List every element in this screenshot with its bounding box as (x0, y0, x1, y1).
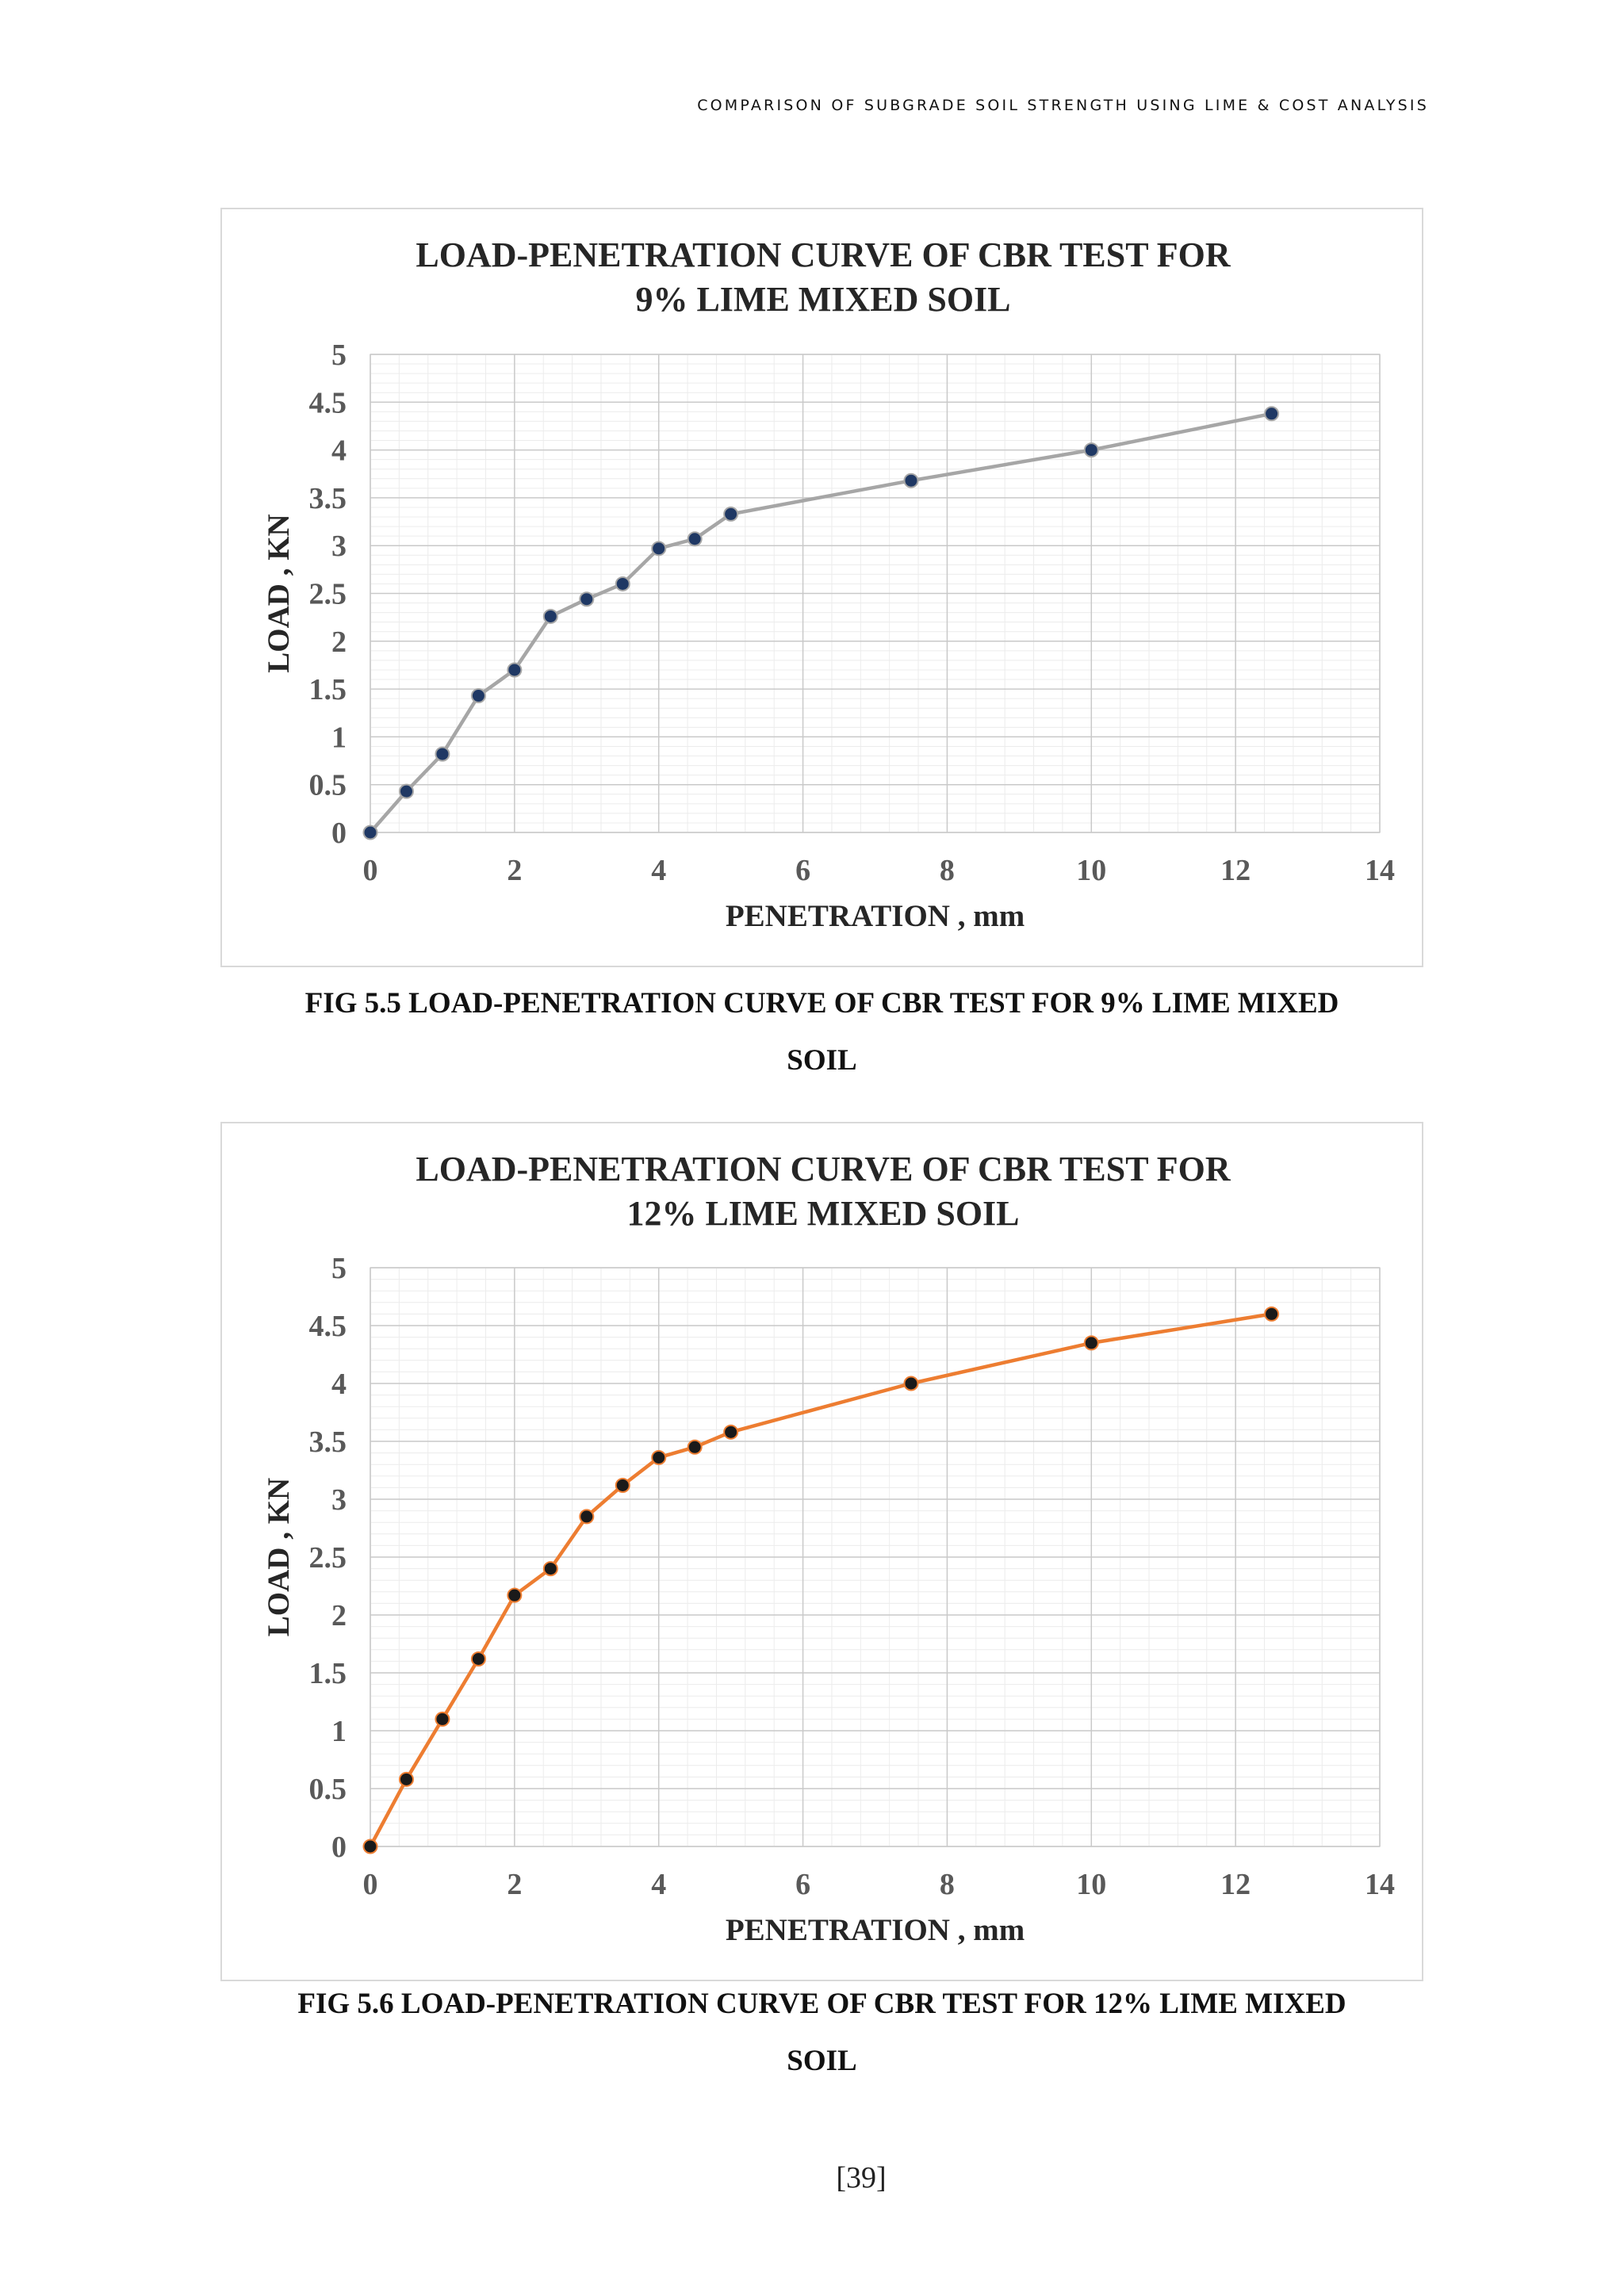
chart2-data-point (688, 1441, 702, 1454)
chart2-data-point (400, 1773, 413, 1786)
chart1-title-line-1: LOAD-PENETRATION CURVE OF CBR TEST FOR (416, 235, 1231, 274)
chart2-x-tick-label: 4 (651, 1868, 667, 1901)
figure-caption-5-5-line2: SOIL (787, 1044, 857, 1077)
chart2-data-point (1265, 1307, 1278, 1321)
chart2-x-tick-label: 6 (795, 1868, 811, 1901)
chart1-data-point (580, 592, 593, 606)
figure-caption-5-5-line1: FIG 5.5 LOAD-PENETRATION CURVE OF CBR TEST FOR 9% LIME MIXED (304, 987, 1339, 1020)
chart1-data-point (688, 532, 702, 545)
chart2-data-point (652, 1451, 665, 1464)
chart2-y-tick-label: 3 (331, 1483, 347, 1517)
chart1-data-point (1085, 443, 1098, 457)
figure-caption-5-6-line2: SOIL (787, 2045, 857, 2077)
chart1-y-tick-label: 2 (331, 625, 347, 659)
chart1-data-point (1265, 407, 1278, 420)
chart1-y-tick-label: 1.5 (308, 673, 347, 707)
chart2-data-point (580, 1510, 593, 1523)
chart1-y-axis-label: LOAD , KN (262, 514, 296, 673)
chart2-data-point (364, 1840, 377, 1854)
chart2-data-point (544, 1562, 557, 1575)
chart-fig-5-6 (220, 1122, 1423, 1981)
chart2-y-tick-label: 5 (331, 1252, 347, 1285)
chart2-title-line-2: 12% LIME MIXED SOIL (626, 1194, 1020, 1233)
chart1-data-point (616, 577, 630, 591)
chart1-title-line-2: 9% LIME MIXED SOIL (635, 280, 1011, 319)
chart2-y-axis-label: LOAD , KN (262, 1477, 296, 1637)
chart1-data-point (904, 474, 917, 488)
chart1-y-tick-label: 2.5 (308, 577, 347, 611)
chart2-y-tick-label: 1 (331, 1715, 347, 1748)
chart2-y-tick-label: 4.5 (308, 1310, 347, 1343)
chart2-y-tick-label: 2.5 (308, 1541, 347, 1575)
chart2-x-tick-label: 0 (362, 1868, 378, 1901)
chart1-x-tick-label: 4 (651, 854, 667, 887)
chart2-y-tick-label: 4 (331, 1368, 347, 1401)
chart1-series-line (370, 414, 1272, 832)
page-number: [39] (836, 2161, 887, 2195)
chart-fig-5-6-svg (222, 1123, 1425, 1983)
chart2-data-point (724, 1425, 737, 1439)
chart1-y-tick-label: 5 (331, 339, 347, 372)
chart1-y-tick-label: 0.5 (308, 768, 347, 802)
chart1-x-tick-label: 14 (1365, 854, 1395, 887)
chart1-data-point (724, 507, 737, 521)
chart2-x-tick-label: 14 (1365, 1868, 1395, 1901)
chart1-x-tick-label: 12 (1220, 854, 1251, 887)
chart2-data-point (1085, 1336, 1098, 1349)
chart1-data-point (435, 748, 449, 761)
chart2-x-axis-label: PENETRATION , mm (725, 1913, 1025, 1947)
figure-caption-5-6 (220, 1976, 1423, 2090)
chart1-data-point (472, 689, 485, 702)
figure-caption-5-6-line1: FIG 5.6 LOAD-PENETRATION CURVE OF CBR TEST FOR 12% LIME MIXED (297, 1988, 1346, 2020)
figure-caption-5-5 (220, 975, 1423, 1089)
chart2-data-point (508, 1589, 521, 1602)
chart2-y-tick-label: 0.5 (308, 1773, 347, 1806)
chart1-x-tick-label: 0 (362, 854, 378, 887)
chart2-data-point (472, 1652, 485, 1666)
chart2-title-line-1: LOAD-PENETRATION CURVE OF CBR TEST FOR (416, 1150, 1231, 1188)
chart1-data-point (508, 663, 521, 676)
chart2-x-tick-label: 12 (1220, 1868, 1251, 1901)
chart2-x-tick-label: 8 (939, 1868, 955, 1901)
chart-fig-5-5 (220, 208, 1423, 967)
chart2-y-tick-label: 3.5 (308, 1425, 347, 1459)
chart1-x-tick-label: 10 (1076, 854, 1107, 887)
chart1-y-tick-label: 4 (331, 434, 347, 468)
chart1-x-axis-label: PENETRATION , mm (725, 899, 1025, 933)
chart1-x-tick-label: 8 (939, 854, 955, 887)
chart1-data-point (364, 826, 377, 840)
chart1-data-point (544, 610, 557, 623)
chart2-data-point (435, 1712, 449, 1726)
chart2-y-tick-label: 1.5 (308, 1657, 347, 1690)
chart1-y-tick-label: 4.5 (308, 386, 347, 420)
chart1-x-tick-label: 2 (507, 854, 523, 887)
chart1-x-tick-label: 6 (795, 854, 811, 887)
chart2-y-tick-label: 2 (331, 1599, 347, 1632)
chart1-data-point (652, 541, 665, 555)
chart1-y-tick-label: 3 (331, 530, 347, 564)
running-header: COMPARISON OF SUBGRADE SOIL STRENGTH USING LIME & COST ANALYSIS (697, 97, 1429, 114)
chart1-y-tick-label: 3.5 (308, 481, 347, 515)
chart1-y-tick-label: 1 (331, 721, 347, 755)
chart1-data-point (400, 785, 413, 798)
chart-fig-5-5-svg (222, 209, 1425, 969)
chart2-x-tick-label: 2 (507, 1868, 523, 1901)
chart2-x-tick-label: 10 (1076, 1868, 1107, 1901)
chart1-y-tick-label: 0 (331, 817, 347, 850)
chart2-data-point (904, 1377, 917, 1391)
chart2-data-point (616, 1479, 630, 1492)
chart2-y-tick-label: 0 (331, 1831, 347, 1864)
